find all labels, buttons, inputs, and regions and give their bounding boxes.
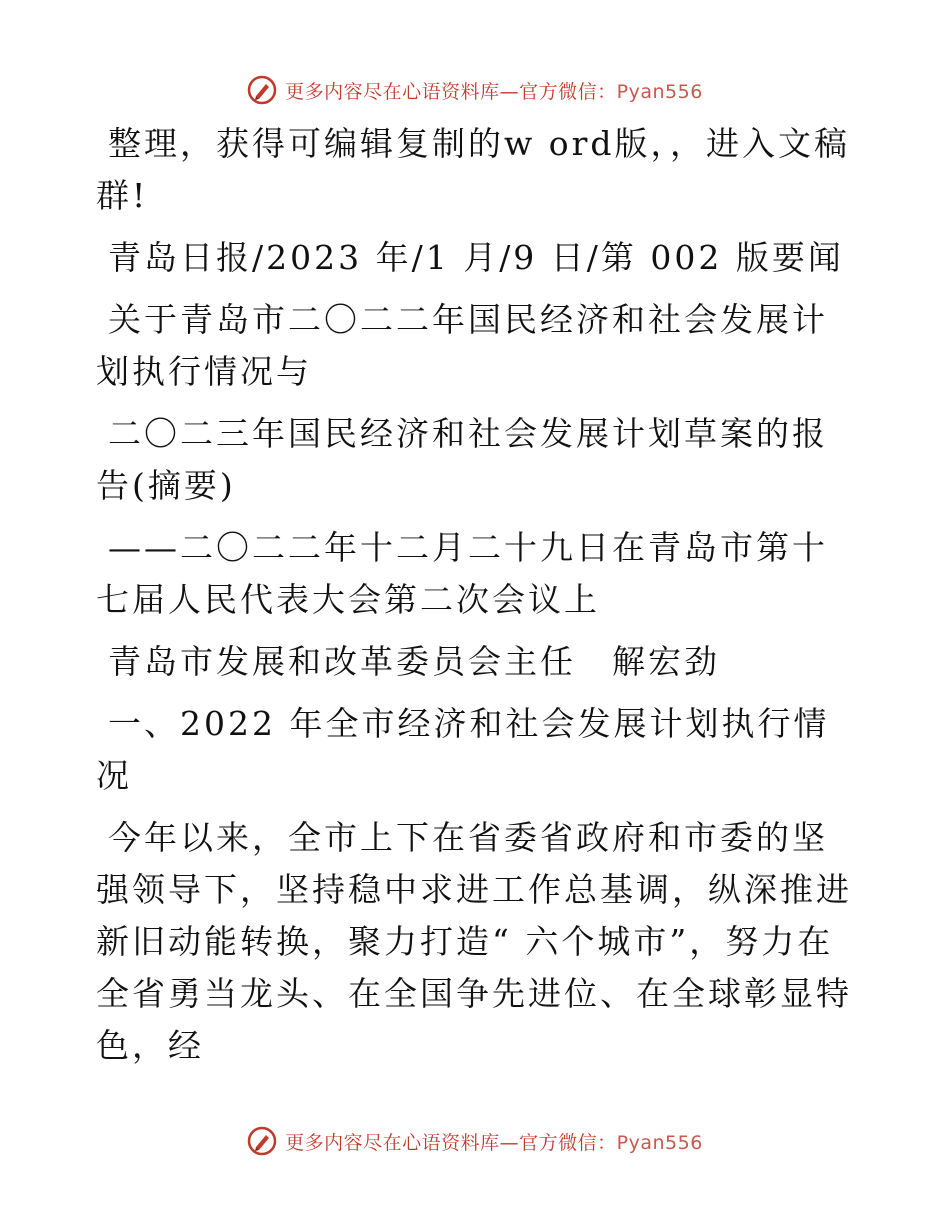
section-heading: 一、2022 年全市经济和社会发展计划执行情况 [96, 704, 830, 795]
report-title-line-2: 二〇二三年国民经济和社会发展计划草案的报告(摘要) [96, 414, 828, 505]
footer-watermark [0, 1121, 950, 1161]
source-line: 青岛日报/2023 年/1 月/9 日/第 002 版要闻 [108, 238, 844, 277]
report-subtitle: ——二〇二二年十二月二十九日在青岛市第十七届人民代表大会第二次会议上 [96, 528, 828, 619]
red-pen-seal-icon [247, 1126, 277, 1156]
header-watermark [0, 70, 950, 110]
document-body [96, 118, 856, 1082]
intro-paragraph: 整理，获得可编辑复制的w ord版，，进入文稿群! [96, 124, 851, 215]
report-author: 青岛市发展和改革委员会主任 解宏劲 [108, 642, 720, 681]
report-title-line-1: 关于青岛市二〇二二年国民经济和社会发展计划执行情况与 [96, 300, 828, 391]
watermark-text: 更多内容尽在心语资料库—官方微信：Pyan556 [285, 1131, 703, 1154]
body-paragraph: 今年以来，全市上下在省委省政府和市委的坚强领导下，坚持稳中求进工作总基调，纵深推进新旧动能转换，聚力打造“ 六个城市”，努力在全省勇当龙头、在全国争先进位、在全球彰显特色，经 [96, 818, 852, 1065]
red-pen-seal-icon [247, 75, 277, 105]
watermark-text: 更多内容尽在心语资料库—官方微信：Pyan556 [285, 80, 703, 103]
